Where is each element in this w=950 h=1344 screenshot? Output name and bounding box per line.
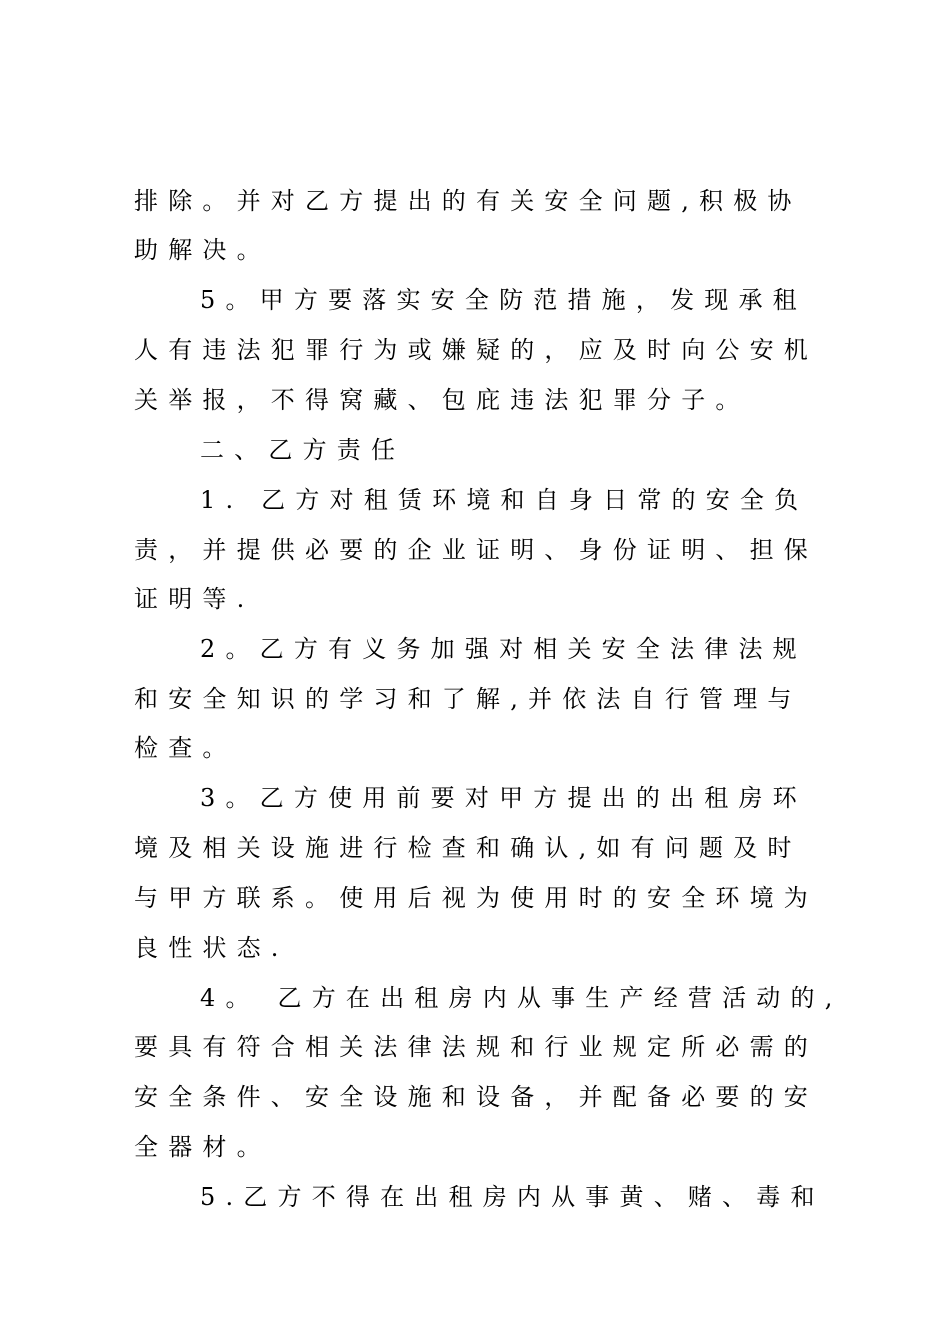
text-line: 5.乙方不得在出租房内从事黄、赌、毒和 bbox=[200, 1183, 825, 1211]
text-line: 关举报，不得窝藏、包庇违法犯罪分子。 bbox=[134, 386, 750, 414]
text-line: 要具有符合相关法律法规和行业规定所必需的 bbox=[134, 1033, 818, 1061]
text-line: 境及相关设施进行检查和确认,如有问题及时 bbox=[134, 834, 802, 862]
text-line: 4。 乙方在出租房内从事生产经营活动的, bbox=[200, 984, 843, 1012]
text-line: 1. 乙方对租赁环境和自身日常的安全负 bbox=[200, 486, 809, 514]
text-line: 3。乙方使用前要对甲方提出的出租房环 bbox=[200, 784, 807, 812]
text-line: 与甲方联系。使用后视为使用时的安全环境为 bbox=[134, 884, 818, 912]
text-line: 人有违法犯罪行为或嫌疑的，应及时向公安机 bbox=[134, 336, 818, 364]
text-line: 证明等. bbox=[134, 585, 255, 613]
text-line: 排除。并对乙方提出的有关安全问题,积极协 bbox=[134, 187, 802, 215]
section-heading: 二、乙方责任 bbox=[200, 436, 406, 464]
text-line: 良性状态. bbox=[134, 934, 289, 962]
text-line: 安全条件、安全设施和设备，并配备必要的安 bbox=[134, 1083, 818, 1111]
text-line: 助解决。 bbox=[134, 236, 271, 264]
text-line: 检查。 bbox=[134, 734, 237, 762]
text-line: 全器材。 bbox=[134, 1133, 271, 1161]
text-line: 责，并提供必要的企业证明、身份证明、担保 bbox=[134, 536, 818, 564]
text-line: 2。乙方有义务加强对相关安全法律法规 bbox=[200, 635, 807, 663]
text-line: 和安全知识的学习和了解,并依法自行管理与 bbox=[134, 685, 802, 713]
text-line: 5。甲方要落实安全防范措施，发现承租 bbox=[200, 286, 807, 314]
